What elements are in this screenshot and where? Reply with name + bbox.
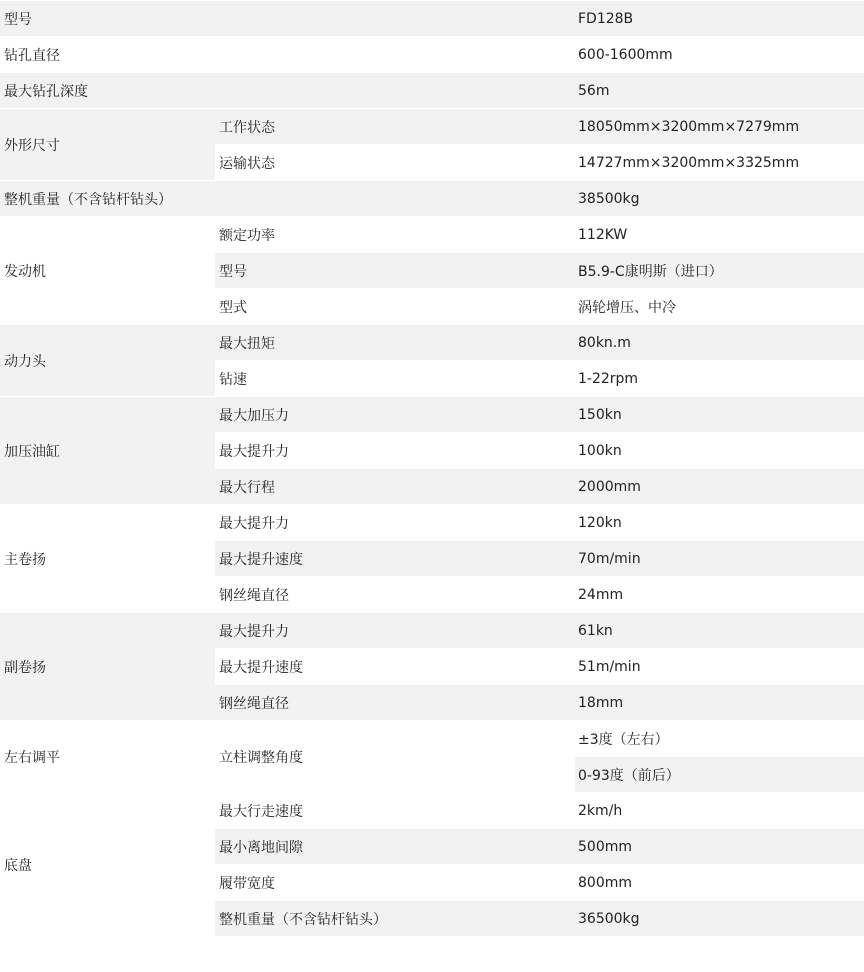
- row-value: 38500kg: [575, 180, 864, 216]
- row-value: 100kn: [575, 432, 864, 468]
- row-label: 钻孔直径: [0, 36, 575, 72]
- row-value: 0-93度（前后）: [575, 756, 864, 792]
- table-row: [0, 396, 864, 432]
- table-row: [0, 36, 864, 72]
- row-label: 最大行程: [215, 468, 575, 504]
- row-label: 最大提升速度: [215, 648, 575, 684]
- row-value: 51m/min: [575, 648, 864, 684]
- row-value: 56m: [575, 72, 864, 108]
- row-value: 2km/h: [575, 792, 864, 828]
- row-value: 80kn.m: [575, 324, 864, 360]
- row-label: 履带宽度: [215, 864, 575, 900]
- row-value: 18050mm×3200mm×7279mm: [575, 108, 864, 144]
- row-label: 最大提升力: [215, 432, 575, 468]
- group-label: 底盘: [0, 792, 215, 936]
- table-row: [0, 720, 864, 756]
- row-label: 最大提升力: [215, 612, 575, 648]
- row-label: 型式: [215, 288, 575, 324]
- table-row: [0, 180, 864, 216]
- group-label: 加压油缸: [0, 396, 215, 504]
- row-label: 整机重量（不含钻杆钻头）: [215, 900, 575, 936]
- row-value: 24mm: [575, 576, 864, 612]
- row-label: 工作状态: [215, 108, 575, 144]
- row-label: 额定功率: [215, 216, 575, 252]
- row-value: 112KW: [575, 216, 864, 252]
- row-value: ±3度（左右）: [575, 720, 864, 756]
- table-row: [0, 792, 864, 828]
- row-value: B5.9-C康明斯（进口）: [575, 252, 864, 288]
- table-row: [0, 108, 864, 144]
- row-value: 600-1600mm: [575, 36, 864, 72]
- row-label: 最大扭矩: [215, 324, 575, 360]
- row-label: 最大加压力: [215, 396, 575, 432]
- table-row: [0, 0, 864, 36]
- group-label: 动力头: [0, 324, 215, 396]
- row-label: 整机重量（不含钻杆钻头）: [0, 180, 575, 216]
- group-label: 主卷扬: [0, 504, 215, 612]
- table-row: [0, 504, 864, 540]
- row-label: 最大提升力: [215, 504, 575, 540]
- row-value: 800mm: [575, 864, 864, 900]
- row-label: 最大提升速度: [215, 540, 575, 576]
- table-row: [0, 216, 864, 252]
- group-label: 外形尺寸: [0, 108, 215, 180]
- row-label: 型号: [0, 0, 575, 36]
- row-value: 120kn: [575, 504, 864, 540]
- row-value: 14727mm×3200mm×3325mm: [575, 144, 864, 180]
- row-label: 运输状态: [215, 144, 575, 180]
- row-value: 61kn: [575, 612, 864, 648]
- row-value: FD128B: [575, 0, 864, 36]
- row-label: 钢丝绳直径: [215, 576, 575, 612]
- row-label: 钢丝绳直径: [215, 684, 575, 720]
- row-value: 500mm: [575, 828, 864, 864]
- row-value: 150kn: [575, 396, 864, 432]
- group-label: 发动机: [0, 216, 215, 324]
- row-value: 36500kg: [575, 900, 864, 936]
- table-row: [0, 324, 864, 360]
- table-row: [0, 612, 864, 648]
- row-label: 型号: [215, 252, 575, 288]
- group-label: 副卷扬: [0, 612, 215, 720]
- row-label: 最大行走速度: [215, 792, 575, 828]
- table-row: [0, 72, 864, 108]
- row-label: 钻速: [215, 360, 575, 396]
- row-value: 70m/min: [575, 540, 864, 576]
- row-value: 18mm: [575, 684, 864, 720]
- row-label: 立柱调整角度: [215, 720, 575, 792]
- row-value: 2000mm: [575, 468, 864, 504]
- row-value: 1-22rpm: [575, 360, 864, 396]
- row-label: 最大钻孔深度: [0, 72, 575, 108]
- group-label: 左右调平: [0, 720, 215, 792]
- row-value: 涡轮增压、中冷: [575, 288, 864, 324]
- row-label: 最小离地间隙: [215, 828, 575, 864]
